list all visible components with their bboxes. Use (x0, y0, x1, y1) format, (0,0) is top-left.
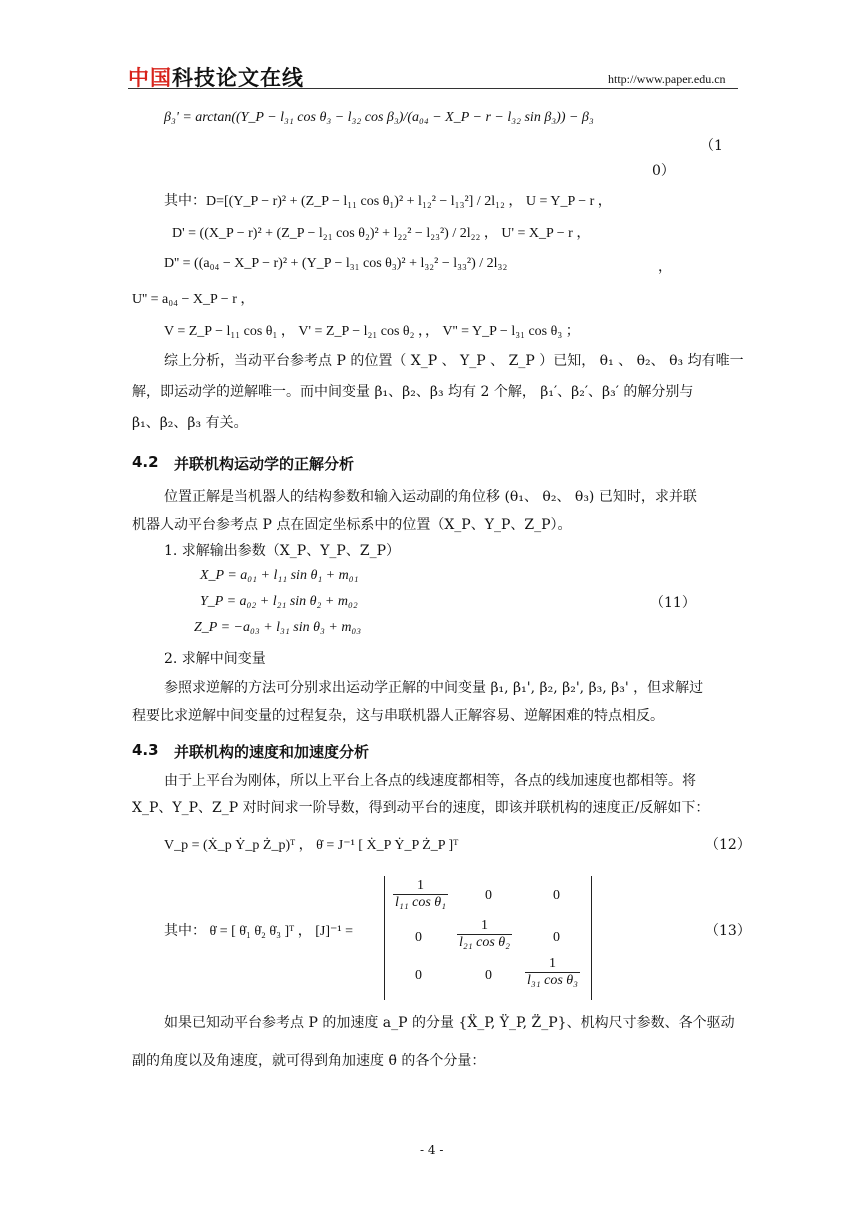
matrix-cell-3-1: 0 (415, 968, 422, 983)
equation-11-z: Z_P = −a₀₃ + l₃₁ sin θ₃ + m₀₃ (194, 620, 362, 635)
section-4-2-number: 4.2 (132, 453, 159, 471)
matrix-cell-3-3-numerator: 1 (525, 956, 580, 973)
matrix-cell-1-3: 0 (553, 888, 560, 903)
matrix-cell-1-1-denominator: l₁₁ cos θ₁ (395, 895, 447, 910)
paragraph-1-line-2: 解，即运动学的逆解唯一。而中间变量 β₁、β₂、β₃ 均有 2 个解， β₁′、β₂′、β₃′ 的解分别与 (132, 384, 694, 400)
matrix-cell-2-2-denominator: l₂₁ cos θ₂ (459, 935, 511, 950)
equation-10-number-b: 0） (652, 163, 675, 179)
matrix-cell-1-1 (393, 878, 448, 911)
equation-12-number: （12） (705, 837, 751, 853)
paragraph-1-line-3: β₁、β₂、β₃ 有关。 (132, 415, 248, 431)
section-4-3-paragraph-line-4: 副的角度以及角速度，就可得到角加速度 θ̈ 的各个分量： (132, 1053, 486, 1069)
section-4-3-paragraph-line-2: X_P、Y_P、Z_P 对时间求一阶导数，得到动平台的速度，即该并联机构的速度正/反解如下： (132, 800, 710, 816)
paragraph-1-line-1: 综上分析，当动平台参考点 P 的位置（ X_P 、 Y_P 、 Z_P ）已知， θ₁ 、 θ₂、 θ₃ 均有唯一 (164, 353, 744, 369)
header-url[interactable]: http://www.paper.edu.cn (608, 72, 726, 86)
section-4-2-paragraph-line-4: 程要比求逆解中间变量的过程复杂，这与串联机器人正解容易、逆解困难的特点相反。 (132, 708, 664, 724)
header-rule (128, 88, 738, 89)
equation-10: β₃' = arctan((Y_P − l₃₁ cos θ₃ − l₃₂ cos β₃)/(a₀₄ − X_P − r − l₃₂ sin β₃)) − β₃ (164, 110, 594, 125)
section-4-2-paragraph-line-1: 位置正解是当机器人的结构参数和输入运动副的角位移 (θ₁、 θ₂、 θ₃) 已知时，求并联 (164, 489, 697, 505)
equation-13-lhs: 其中： θ̇ = [ θ̇₁ θ̇₂ θ̇₃ ]ᵀ ， [J]⁻¹ = (164, 924, 354, 939)
page-number: - 4 - (420, 1143, 444, 1157)
equation-10-number-a: （1 (700, 138, 723, 154)
step-1-label: 1. 求解输出参数（X_P、Y_P、Z_P） (164, 543, 401, 559)
section-4-2-paragraph-line-3: 参照求逆解的方法可分别求出运动学正解的中间变量 β₁, β₁', β₂, β₂', β₃, β₃' ，但求解过 (164, 680, 704, 696)
equation-11-x: X_P = a₀₁ + l₁₁ sin θ₁ + m₀₁ (200, 568, 359, 583)
matrix-cell-2-2-numerator: 1 (457, 918, 512, 935)
section-4-2-title: 并联机构运动学的正解分析 (174, 455, 355, 473)
logo-black-text: 科技论文在线 (172, 66, 304, 90)
equation-12: V_p = (Ẋ_p Ẏ_p Ż_p)ᵀ ， θ̇ = J⁻¹ [ Ẋ_P Ẏ_P Ż_P ]ᵀ (164, 838, 459, 853)
inverse-jacobian-matrix (384, 876, 592, 1000)
section-4-3-title: 并联机构的速度和加速度分析 (174, 743, 370, 761)
equation-11-y: Y_P = a₀₂ + l₂₁ sin θ₂ + m₀₂ (200, 594, 358, 609)
matrix-cell-2-1: 0 (415, 930, 422, 945)
matrix-cell-2-2 (457, 918, 512, 951)
logo-red-text: 中国 (128, 66, 172, 90)
definition-line-2: D' = ((X_P − r)² + (Z_P − l₂₁ cos θ₂)² + l₂₂² − l₂₃²) / 2l₂₂ ， U' = X_P − r ， (172, 226, 591, 241)
definition-line-1: 其中：D=[(Y_P − r)² + (Z_P − l₁₁ cos θ₁)² + l₁₂² − l₁₃²] / 2l₁₂ ， U = Y_P − r ， (164, 194, 612, 209)
section-4-2-paragraph-line-2: 机器人动平台参考点 P 点在固定坐标系中的位置（X_P、Y_P、Z_P）。 (132, 517, 572, 533)
definition-line-4: U'' = a₀₄ − X_P − r ， (132, 292, 255, 307)
step-2-label: 2. 求解中间变量 (164, 651, 266, 667)
matrix-cell-3-2: 0 (485, 968, 492, 983)
equation-13-number: （13） (705, 923, 751, 939)
matrix-cell-3-3 (525, 956, 580, 989)
definition-line-5: V = Z_P − l₁₁ cos θ₁ ， V' = Z_P − l₂₁ cos θ₂ ，， V'' = Y_P − l₃₁ cos θ₃ ； (164, 324, 580, 339)
section-4-3-paragraph-line-3: 如果已知动平台参考点 P 的加速度 a_P 的分量 {Ẍ_P, Ÿ_P, Z̈_P}、机构尺寸参数、各个驱动 (164, 1015, 735, 1031)
matrix-cell-3-3-denominator: l₃₁ cos θ₃ (527, 973, 579, 988)
section-4-3-paragraph-line-1: 由于上平台为刚体，所以上平台上各点的线速度都相等，各点的线加速度也都相等。将 (164, 773, 696, 789)
matrix-cell-1-1-numerator: 1 (393, 878, 448, 895)
definition-line-3: D'' = ((a₀₄ − X_P − r)² + (Y_P − l₃₁ cos θ₃)² + l₃₂² − l₃₃²) / 2l₃₂ (164, 256, 508, 271)
definition-line-3-end: ， (658, 260, 672, 275)
matrix-cell-1-2: 0 (485, 888, 492, 903)
section-4-3-number: 4.3 (132, 741, 159, 759)
equation-11-number: （11） (650, 595, 696, 611)
matrix-cell-2-3: 0 (553, 930, 560, 945)
